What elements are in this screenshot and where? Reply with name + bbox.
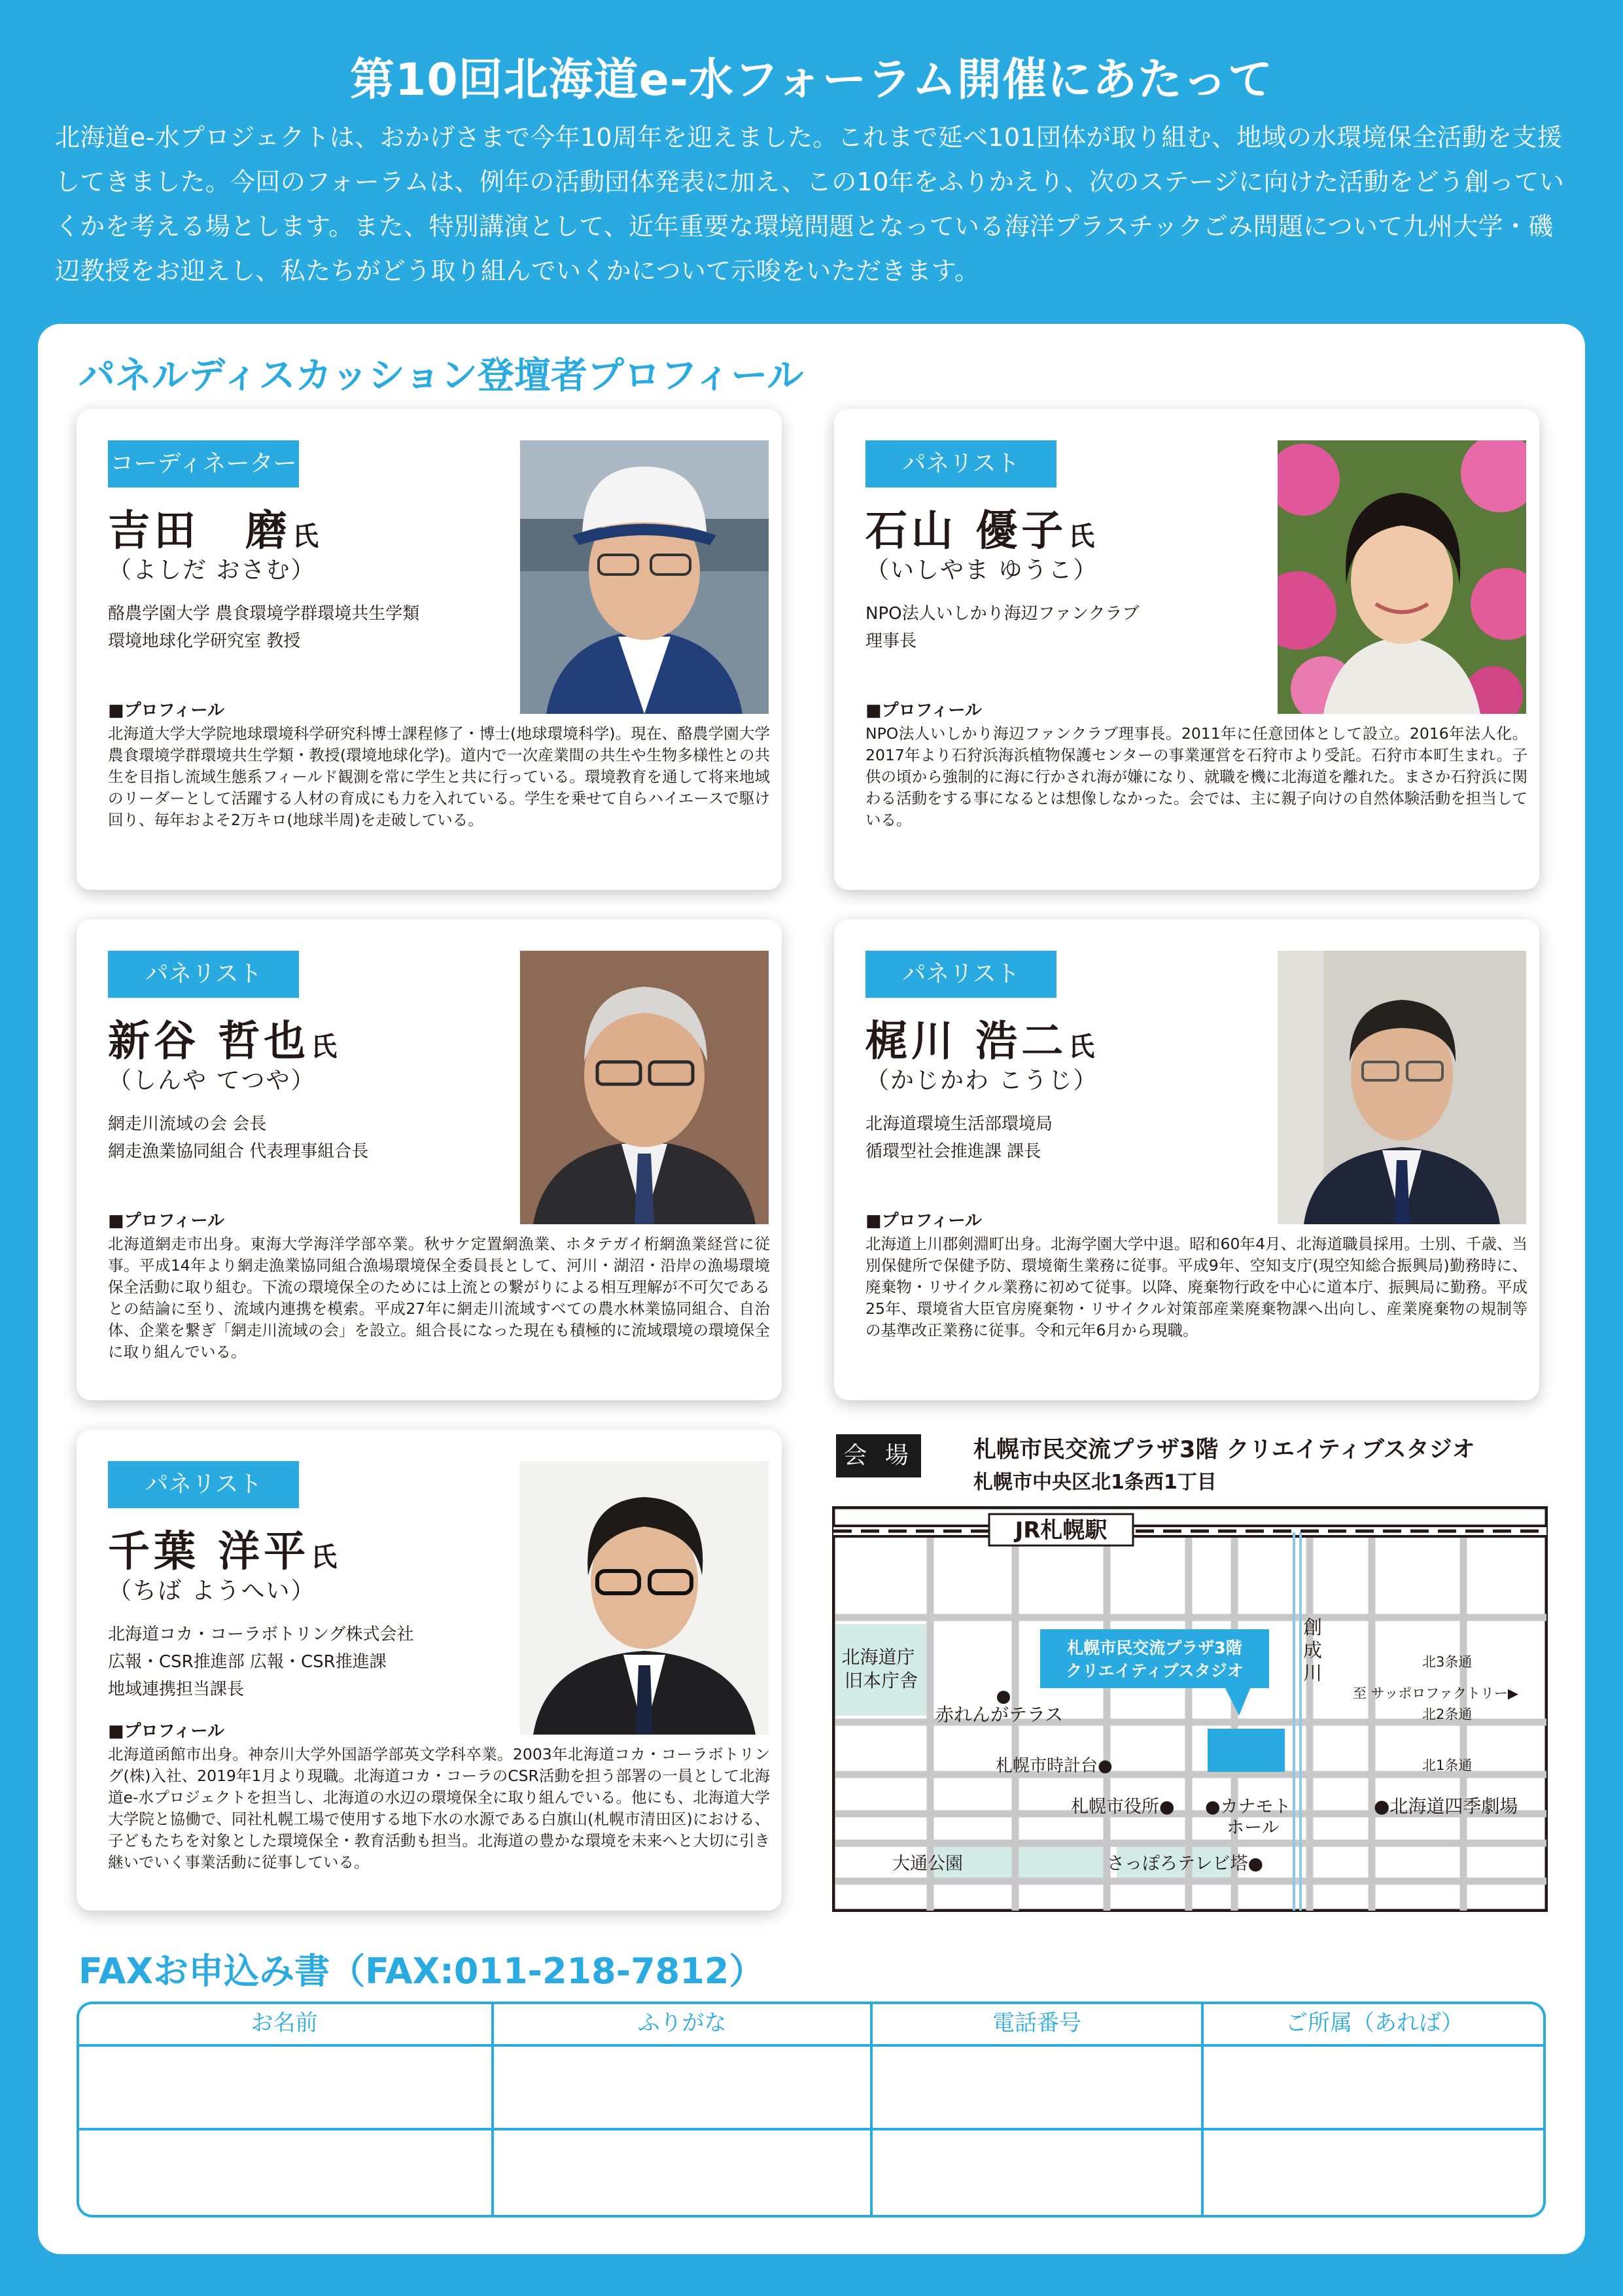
profile-card-shinya — [77, 919, 782, 1400]
role-badge: パネリスト — [108, 1461, 299, 1508]
profile-card-chiba — [77, 1430, 782, 1911]
svg-text:札幌市民交流プラザ3階: 札幌市民交流プラザ3階 — [1067, 1638, 1242, 1657]
city-hall-label: 札幌市役所● — [1071, 1797, 1175, 1817]
profile-card-yoshida — [77, 409, 782, 890]
panelist-kana: （いしやま ゆうこ） — [865, 557, 1098, 584]
tv-tower-label: さっぽろテレビ塔● — [1107, 1854, 1264, 1874]
photo-chiba — [520, 1461, 769, 1735]
photo-kajikawa — [1278, 951, 1526, 1224]
furigana-input-row1[interactable] — [495, 2047, 869, 2127]
factory-label: 至 サッポロファクトリー▶ — [1353, 1686, 1518, 1701]
panelist-name: 新谷 哲也氏 — [108, 1017, 338, 1066]
venue-block — [1208, 1729, 1285, 1772]
profile-label: ■プロフィール — [108, 1722, 224, 1741]
n2-label: 北2条通 — [1422, 1706, 1473, 1722]
photo-ishiyama — [1278, 440, 1526, 714]
column-name: お名前 — [251, 2010, 318, 2036]
panelist-name: 石山 優子氏 — [865, 507, 1095, 556]
profile-card-ishiyama — [834, 409, 1539, 890]
page-title: 第10回北海道e-水フォーラム開催にあたって — [350, 54, 1273, 106]
panelist-name: 吉田 磨氏 — [108, 507, 319, 556]
phone-input-row1[interactable] — [873, 2047, 1200, 2127]
panelist-affiliation: 酪農学園大学 農食環境学群環境共生学類 環境地球化学研究室 教授 — [108, 604, 420, 651]
affiliation-input-row1[interactable] — [1204, 2047, 1543, 2127]
panelist-profile: 北海道函館市出身。神奈川大学外国語学部英文学科卒業。2003年北海道コカ・コーラボトリング(株)入社、2019年1月より現職。北海道コカ・コーラのCSR活動を担う部署の一員として北海道e-水プロジェクトを担当し、北海道の水辺の環境保全に取り組んでいる。他にも、北海道大学大学院と協働で、同社札幌工場で使用する地下水の水源である白旗山(札幌市清田区)における、子どもたちを対象とした環境保全・教育活動も担当。北海道の豊かな環境を未来へと大切に引き継いでいく事業活動に従事している。 — [108, 1745, 770, 1871]
clock-tower-label: 札幌市時計台● — [996, 1756, 1113, 1776]
akarenga-dot — [997, 1691, 1010, 1704]
column-furigana: ふりがな — [637, 2010, 727, 2036]
profile-label: ■プロフィール — [865, 701, 982, 720]
panelist-kana: （しんや てつや） — [108, 1067, 316, 1094]
venue-name: 札幌市民交流プラザ3階 クリエイティブスタジオ — [973, 1437, 1475, 1463]
fax-form-table — [76, 2001, 1546, 2218]
panelist-affiliation: 北海道コカ・コーラボトリング株式会社 広報・CSR推進部 広報・CSR推進課 地域連携担当課長 — [108, 1625, 414, 1699]
river-label: 創 成 川 — [1303, 1616, 1323, 1684]
name-input-row1[interactable] — [80, 2047, 491, 2127]
name-input-row2[interactable] — [80, 2131, 491, 2214]
column-affiliation: ご所属（あれば） — [1285, 2010, 1463, 2036]
panelist-profile: 北海道大学大学院地球環境科学研究科博士課程修了・博士(地球環境科学)。現在、酪農学園大学農食環境学群環境共生学類・教授(環境地球化学)。道内で一次産業間の共生や生物多様性との共生を目指し流域生態系フィールド観測を常に学生と共に行っている。環境教育を通して将来地域のリーダーとして活躍する人材の育成にも力を入れている。学生を乗せて自らハイエースで駆け回り、毎年およそ2万キロ(地球半周)を走破している。 — [108, 724, 770, 829]
panelist-affiliation: 北海道環境生活部環境局 循環型社会推進課 課長 — [865, 1114, 1053, 1161]
role-badge: パネリスト — [108, 951, 299, 998]
venue-address: 札幌市中央区北1条西1丁目 — [973, 1471, 1217, 1494]
photo-yoshida — [520, 440, 769, 714]
railway — [833, 1526, 1546, 1536]
panelist-kana: （かじかわ こうじ） — [865, 1067, 1098, 1094]
section-title: パネルディスカッション登壇者プロフィール — [79, 355, 804, 397]
role-badge: パネリスト — [865, 440, 1056, 487]
n3-label: 北3条通 — [1422, 1654, 1473, 1670]
station-label: JR札幌駅 — [1015, 1517, 1108, 1544]
role-badge: コーディネーター — [108, 440, 299, 487]
svg-text:クリエイティブスタジオ: クリエイティブスタジオ — [1066, 1661, 1244, 1680]
kanamoto-label: ●カナモト ホール — [1205, 1797, 1291, 1838]
fax-title: FAXお申込み書（FAX:011-218-7812） — [79, 1951, 765, 1992]
akarenga-label: 赤れんがテラス — [935, 1704, 1064, 1725]
theater-label: ●北海道四季劇場 — [1374, 1795, 1518, 1817]
venue-map — [832, 1506, 1548, 1912]
panelist-profile: NPO法人いしかり海辺ファンクラブ理事長。2011年に任意団体として設立。2016年法人化。2017年より石狩浜海浜植物保護センターの事業運営を石狩市より受託。石狩市本町生まれ。子供の頃から強制的に海に行かされ海が嫌になり、就職を機に北海道を離れた。まさか石狩浜に関わる活動をする事になるとは想像しなかった。会では、主に親子向けの自然体験活動を担当している。 — [865, 724, 1527, 829]
panelist-profile: 北海道網走市出身。東海大学海洋学部卒業。秋サケ定置網漁業、ホタテガイ桁網漁業経営に従事。平成14年より網走漁業協同組合漁場環境保全委員長として、河川・湖沼・沿岸の漁場環境保全活動に取り組む。下流の環境保全のためには上流との繋がりによる相互理解が不可欠であるとの結論に至り、流域内連携を模索。平成27年に網走川流域すべての農水林業協同組合、自治体、企業を繋ぎ「網走川流域の会」を設立。組合長になった現在も積極的に流域環境の環境保全に取り組んでいる。 — [108, 1235, 770, 1361]
panelist-kana: （ちば ようへい） — [108, 1578, 316, 1604]
profile-label: ■プロフィール — [108, 701, 224, 720]
n1-label: 北1条通 — [1422, 1757, 1473, 1773]
panelist-name: 梶川 浩二氏 — [865, 1017, 1095, 1066]
panelist-profile: 北海道上川郡剣淵町出身。北海学園大学中退。昭和60年4月、北海道職員採用。士別、千歳、当別保健所で保健予防、環境衛生業務に従事。平成9年、空知支庁(現空知総合振興局)勤務時に、廃棄物・リサイクル業務に初めて従事。以降、廃棄物行政を中心に道本庁、振興局に勤務。平成25年、環境省大臣官房廃棄物・リサイクル対策部産業廃棄物課へ出向し、産業廃棄物の規制等の基準改正業務に従事。令和元年6月から現職。 — [865, 1235, 1527, 1339]
odori-label: 大通公園 — [892, 1854, 963, 1874]
furigana-input-row2[interactable] — [495, 2131, 869, 2214]
old-office-label: 北海道庁 旧本庁舎 — [841, 1646, 918, 1691]
photo-shinya — [520, 951, 769, 1224]
panelist-kana: （よしだ おさむ） — [108, 557, 316, 584]
phone-input-row2[interactable] — [873, 2131, 1200, 2214]
affiliation-input-row2[interactable] — [1204, 2131, 1543, 2214]
intro-text: 北海道e-水プロジェクトは、おかげさまで今年10周年を迎えました。これまで延べ101団体が取り組む、地域の水環境保全活動を支援してきました。今回のフォーラムは、例年の活動団体発表に加え、この10年をふりかえり、次のステージに向けた活動をどう創っていくかを考える場とします。また、特別講演として、近年重要な環境問題となっている海洋プラスチックごみ問題について九州大学・磯辺教授をお迎えし、私たちがどう取り組んでいくかについて示唆をいただきます。 — [55, 123, 1565, 285]
profile-label: ■プロフィール — [108, 1211, 224, 1231]
role-badge: パネリスト — [865, 951, 1056, 998]
header — [0, 0, 1623, 321]
panelist-affiliation: 網走川流域の会 会長 網走漁業協同組合 代表理事組合長 — [108, 1114, 369, 1161]
panelist-affiliation: NPO法人いしかり海辺ファンクラブ 理事長 — [865, 604, 1140, 651]
venue-label: 会 場 — [836, 1434, 921, 1477]
column-phone: 電話番号 — [992, 2010, 1081, 2036]
profile-label: ■プロフィール — [865, 1211, 982, 1231]
panelist-name: 千葉 洋平氏 — [108, 1528, 338, 1576]
profile-card-kajikawa — [834, 919, 1539, 1400]
